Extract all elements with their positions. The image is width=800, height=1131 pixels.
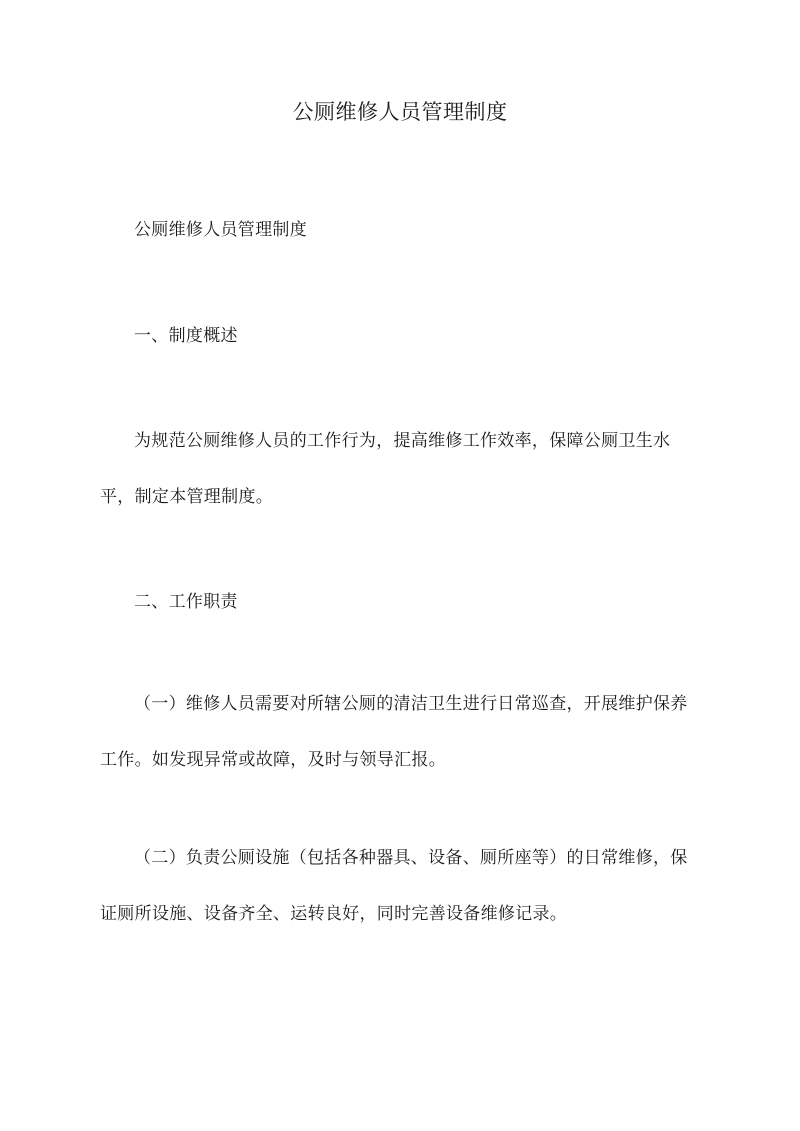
section-heading-duties: 二、工作职责 (134, 592, 238, 612)
section-heading-overview: 一、制度概述 (134, 326, 238, 346)
document-subtitle: 公厕维修人员管理制度 (134, 220, 307, 240)
document-title: 公厕维修人员管理制度 (292, 100, 508, 124)
duty-item-1: （一）维修人员需要对所辖公厕的清洁卫生进行日常巡查，开展维护保养工作。如发现异常或故障，及时与领导汇报。 (100, 694, 688, 770)
section-overview-body: 为规范公厕维修人员的工作行为，提高维修工作效率，保障公厕卫生水平，制定本管理制度。 (100, 431, 671, 507)
duty-item-2: （二）负责公厕设施（包括各种器具、设备、厕所座等）的日常维修，保证厕所设施、设备齐全、运转良好，同时完善设备维修记录。 (100, 848, 688, 924)
